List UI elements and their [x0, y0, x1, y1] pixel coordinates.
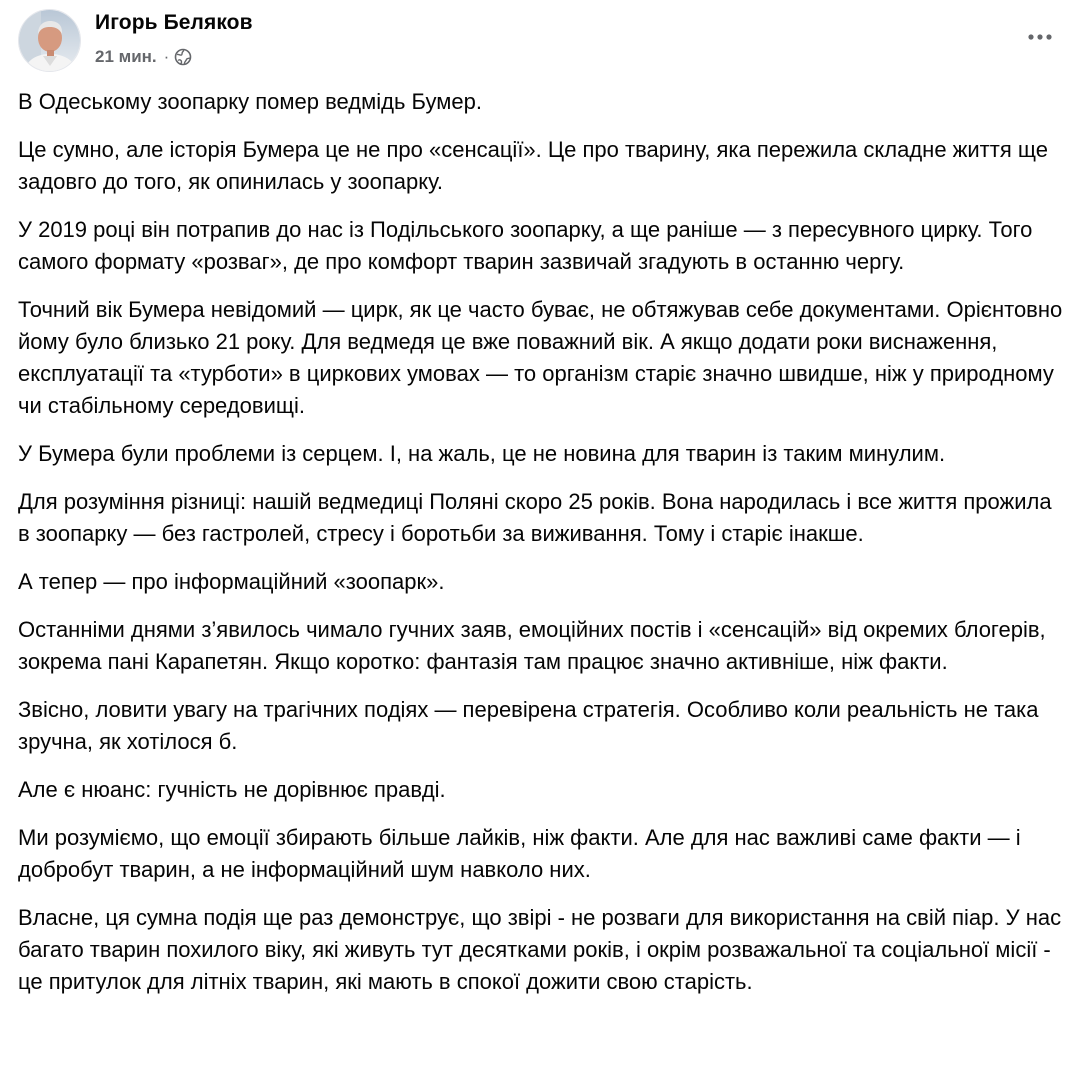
post-paragraph: У 2019 році він потрапив до нас із Подільського зоопарку, а ще раніше — з пересувного цирку. Того самого формату «розваг», де про комфорт тварин зазвичай згадують в останню чергу.: [18, 217, 1033, 274]
more-options-icon: [1027, 33, 1053, 41]
post-body: [18, 86, 1068, 1014]
post-paragraph: Але є нюанс: гучність не дорівнює правді.: [18, 777, 446, 802]
author-avatar[interactable]: [18, 9, 81, 72]
post-paragraph: Останніми днями з’явилось чимало гучних заяв, емоційних постів і «сенсацій» від окремих блогерів, зокрема пані Карапетян. Якщо коротко: фантазія там працює значно активніше, ніж факти.: [18, 617, 1046, 674]
post-paragraph: Точний вік Бумера невідомий — цирк, як це часто буває, не обтяжував себе документами. Орієнтовно йому було близько 21 року. Для ведмедя це вже поважний вік. А якщо додати роки виснаження, експлуатації та «турботи» в циркових умовах — то організм старіє значно швидше, ніж у природному чи стабільному середовищі.: [18, 297, 1063, 418]
post-paragraph: Власне, ця сумна подія ще раз демонструє, що звірі - не розваги для використання на свій піар. У нас багато тварин похилого віку, які живуть тут десятками років, і окрім розважальної та соціальної місії - це притулок для літніх тварин, які мають в спокої дожити свою старість.: [18, 905, 1062, 994]
post-paragraph: Звісно, ловити увагу на трагічних подіях — перевірена стратегія. Особливо коли реальність не така зручна, як хотілося б.: [18, 697, 1039, 754]
more-options-button[interactable]: [1022, 22, 1058, 52]
globe-icon[interactable]: [174, 48, 192, 66]
post-meta: [95, 45, 192, 69]
author-name[interactable]: Игорь Беляков: [95, 11, 253, 34]
post-paragraph: А тепер — про інформаційний «зоопарк».: [18, 569, 445, 594]
avatar-photo: [19, 10, 81, 72]
post-paragraph: Ми розуміємо, що емоції збирають більше лайків, ніж факти. Але для нас важливі саме факти — і добробут тварин, а не інформаційний шум навколо них.: [18, 825, 1021, 882]
post-header: [0, 0, 1076, 80]
post-paragraph: В Одеському зоопарку помер ведмідь Бумер.: [18, 89, 482, 114]
post-paragraph: Це сумно, але історія Бумера це не про «сенсації». Це про тварину, яка пережила складне життя ще задовго до того, як опинилась у зоопарку.: [18, 137, 1048, 194]
meta-separator: ·: [163, 47, 170, 66]
post-paragraph: У Бумера були проблеми із серцем. І, на жаль, це не новина для тварин із таким минулим.: [18, 441, 946, 466]
post-paragraph: Для розуміння різниці: нашій ведмедиці Поляні скоро 25 років. Вона народилась і все життя прожила в зоопарку — без гастролей, стресу і боротьби за виживання. Тому і старіє інакше.: [18, 489, 1052, 546]
post-timestamp[interactable]: 21 мин.: [95, 47, 157, 66]
